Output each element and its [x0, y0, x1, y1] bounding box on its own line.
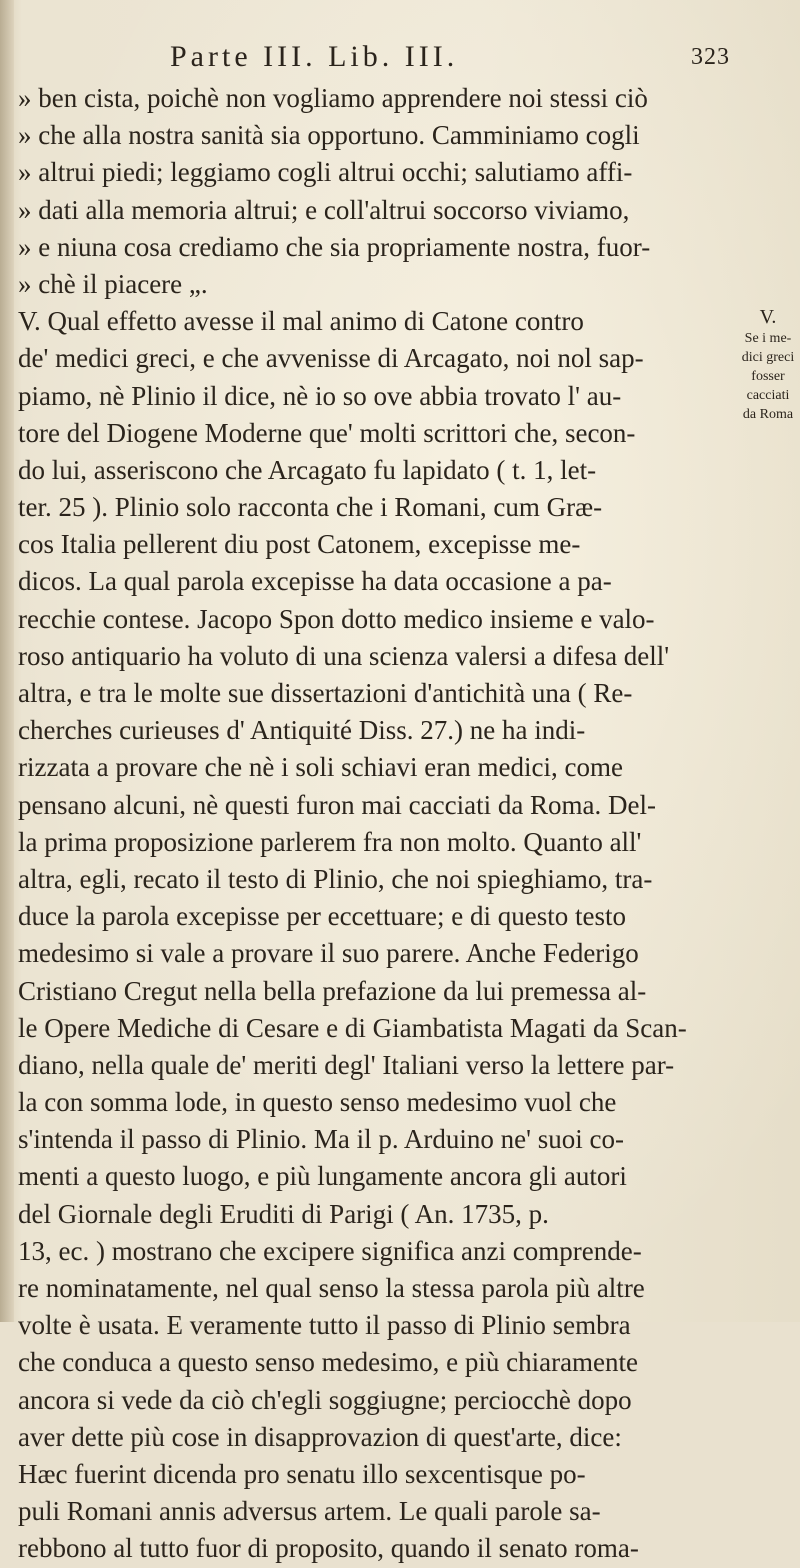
text-line: s'intenda il passo di Plinio. Ma il p. Arduino ne' suoi co- — [18, 1124, 624, 1155]
text-line: ter. 25 ). Plinio solo racconta che i Romani, cum Græ- — [18, 492, 603, 523]
text-line: la con somma lode, in questo senso medesimo vuol che — [18, 1087, 617, 1118]
margin-note — [737, 305, 799, 424]
text-line: rizzata a provare che nè i soli schiavi eran medici, come — [18, 752, 623, 783]
text-line: » ben cista, poichè non vogliamo apprendere noi stessi ciò — [18, 83, 648, 113]
text-line: » dati alla memoria altrui; e coll'altrui soccorso viviamo, — [18, 194, 630, 225]
text-line: la prima proposizione parlerem fra non molto. Quanto all' — [18, 826, 642, 857]
text-line: re nominatamente, nel qual senso la stessa parola più altre — [18, 1273, 645, 1303]
text-line: aver dette più cose in disapprovazion di quest'arte, dice: — [18, 1421, 622, 1452]
page-gutter — [0, 0, 14, 1322]
margin-note-line: fosser — [751, 369, 785, 384]
body-text — [18, 80, 728, 1568]
text-line: medesimo si vale a provare il suo parere. Anche Federigo — [18, 938, 639, 969]
text-line: volte è usata. E veramente tutto il passo di Plinio sembra — [18, 1310, 631, 1341]
text-line: altra, egli, recato il testo di Plinio, che noi spieghiamo, tra- — [18, 863, 653, 894]
text-line: che conduca a questo senso medesimo, e più chiaramente — [18, 1347, 639, 1378]
text-line: duce la parola excepisse per eccettuare; e di questo testo — [18, 901, 626, 932]
text-line: rebbono al tutto fuor di proposito, quando il senato roma- — [18, 1533, 639, 1564]
margin-note-line: Se i me- — [744, 331, 792, 346]
margin-note-line: dici greci — [741, 350, 795, 365]
margin-note-heading: V. — [759, 306, 777, 328]
text-line: » e niuna cosa crediamo che sia propriamente nostra, fuor- — [18, 231, 651, 262]
text-line: pensano alcuni, nè questi furon mai cacciati da Roma. Del- — [18, 789, 657, 820]
text-line: Cristiano Cregut nella bella prefazione da lui premessa al- — [18, 975, 647, 1006]
text-line: diano, nella quale de' meriti degl' Italiani verso la lettere par- — [18, 1049, 675, 1080]
text-line: ancora si vede da ciò ch'egli soggiugne; perciocchè dopo — [18, 1384, 632, 1415]
text-line: » chè il piacere „. — [18, 268, 208, 299]
text-line: roso antiquario ha voluto di una scienza valersi a difesa dell' — [18, 640, 670, 671]
text-line: Hæc fuerint dicenda pro senatu illo sexcentisque po- — [18, 1458, 586, 1489]
text-line: do lui, asseriscono che Arcagato fu lapidato ( t. 1, let- — [18, 454, 597, 485]
text-line: dicos. La qual parola excepisse ha data occasione a pa- — [18, 566, 612, 597]
text-line: » che alla nostra sanità sia opportuno. Camminiamo cogli — [18, 120, 640, 151]
text-line: puli Romani annis adversus artem. Le quali parole sa- — [18, 1496, 601, 1527]
text-line: » altrui piedi; leggiamo cogli altrui occhi; salutiamo affi- — [18, 157, 633, 188]
text-line: piamo, nè Plinio il dice, nè io so ove abbia trovato l' au- — [18, 380, 622, 411]
text-line: del Giornale degli Eruditi di Parigi ( An. 1735, p. — [18, 1198, 549, 1229]
text-line: 13, ec. ) mostrano che excipere significa anzi comprende- — [18, 1235, 642, 1266]
text-line: recchie contese. Jacopo Spon dotto medico insieme e valo- — [18, 603, 655, 634]
text-line: V. Qual effetto avesse il mal animo di Catone contro — [18, 306, 584, 337]
page-header — [170, 40, 730, 80]
text-line: menti a questo luogo, e più lungamente ancora gli autori — [18, 1161, 627, 1192]
text-line: tore del Diogene Moderne que' molti scrittori che, secon- — [18, 417, 636, 448]
running-title: Parte III. Lib. III. — [170, 40, 459, 73]
margin-note-line: da Roma — [742, 407, 794, 422]
text-line: de' medici greci, e che avvenisse di Arcagato, noi nol sap- — [18, 343, 644, 374]
margin-note-line: cacciati — [746, 388, 790, 403]
text-line: cherches curieuses d' Antiquité Diss. 27.) ne ha indi- — [18, 715, 586, 746]
text-line: cos Italia pellerent diu post Catonem, excepisse me- — [18, 529, 581, 560]
page-number: 323 — [691, 44, 730, 70]
text-line: le Opere Mediche di Cesare e di Giambatista Magati da Scan- — [18, 1012, 687, 1043]
text-line: altra, e tra le molte sue dissertazioni d'antichità una ( Re- — [18, 678, 633, 708]
